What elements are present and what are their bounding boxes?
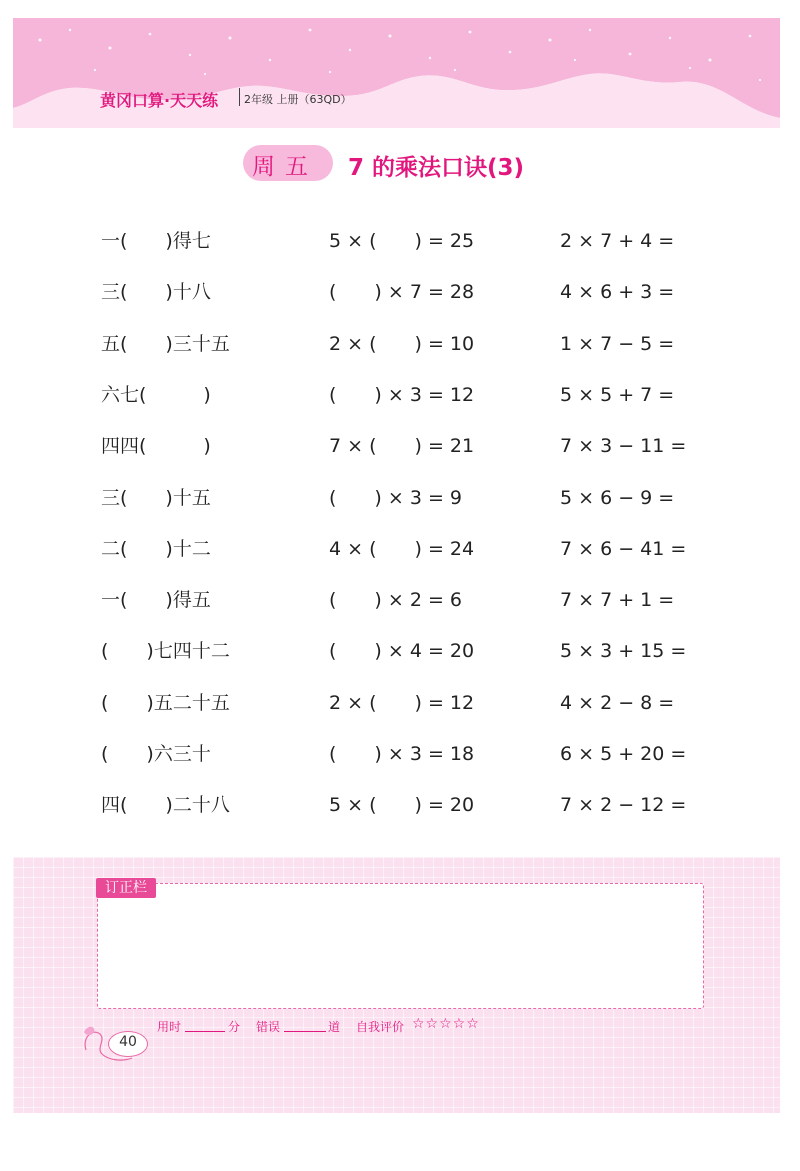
problem-2-3: 2 × ( ) = 10	[329, 333, 475, 355]
day-label: 周五	[252, 154, 318, 180]
problem-3-10: 4 × 2 − 8 =	[560, 692, 675, 714]
problem-2-6: ( ) × 3 = 9	[329, 487, 463, 509]
problem-2-9: ( ) × 4 = 20	[329, 640, 475, 662]
problem-3-4: 5 × 5 + 7 =	[560, 384, 675, 406]
problem-2-5: 7 × ( ) = 21	[329, 435, 475, 457]
problem-3-1: 2 × 7 + 4 =	[560, 230, 675, 252]
problem-2-12: 5 × ( ) = 20	[329, 794, 475, 816]
problem-2-8: ( ) × 2 = 6	[329, 589, 463, 611]
problem-3-8: 7 × 7 + 1 =	[560, 589, 675, 611]
header-divider	[239, 88, 240, 106]
problem-3-5: 7 × 3 − 11 =	[560, 435, 687, 457]
problem-2-10: 2 × ( ) = 12	[329, 692, 475, 714]
problem-2-7: 4 × ( ) = 24	[329, 538, 475, 560]
problem-1-4: 六七( )	[101, 384, 211, 406]
problem-2-1: 5 × ( ) = 25	[329, 230, 475, 252]
problem-3-6: 5 × 6 − 9 =	[560, 487, 675, 509]
minute-unit: 分	[228, 1020, 241, 1034]
brand-title: 黄冈口算·天天练	[100, 91, 219, 110]
time-label: 用时	[157, 1020, 182, 1034]
problem-3-3: 1 × 7 − 5 =	[560, 333, 675, 355]
problem-3-9: 5 × 3 + 15 =	[560, 640, 687, 662]
error-blank[interactable]	[284, 1031, 326, 1032]
problem-3-7: 7 × 6 − 41 =	[560, 538, 687, 560]
problem-1-6: 三( )十五	[101, 487, 211, 509]
self-eval-label: 自我评价	[356, 1020, 405, 1034]
rating-stars[interactable]: ☆☆☆☆☆	[412, 1016, 480, 1032]
problem-1-8: 一( )得五	[101, 589, 211, 611]
problem-3-12: 7 × 2 − 12 =	[560, 794, 687, 816]
problem-3-11: 6 × 5 + 20 =	[560, 743, 687, 765]
time-blank[interactable]	[185, 1031, 225, 1032]
error-unit: 道	[328, 1020, 341, 1034]
page-title: 7 的乘法口诀(3)	[348, 155, 525, 181]
problem-3-2: 4 × 6 + 3 =	[560, 281, 675, 303]
problem-1-11: ( )六三十	[101, 743, 211, 765]
problem-1-12: 四( )二十八	[101, 794, 230, 816]
problem-1-3: 五( )三十五	[101, 333, 230, 355]
correction-box[interactable]	[97, 883, 704, 1009]
page-header	[0, 0, 800, 140]
problem-1-7: 二( )十二	[101, 538, 211, 560]
problem-2-4: ( ) × 3 = 12	[329, 384, 475, 406]
problem-1-10: ( )五二十五	[101, 692, 230, 714]
problem-1-2: 三( )十八	[101, 281, 211, 303]
page-number: 40	[119, 1034, 137, 1050]
problem-2-11: ( ) × 3 = 18	[329, 743, 475, 765]
correction-label: 订正栏	[96, 878, 156, 898]
header-cloud-banner	[0, 0, 800, 140]
error-label: 错误	[256, 1020, 281, 1034]
problem-1-1: 一( )得七	[101, 230, 211, 252]
grade-label: 2年级 上册（63QD）	[244, 93, 352, 106]
problem-2-2: ( ) × 7 = 28	[329, 281, 475, 303]
problem-1-9: ( )七四十二	[101, 640, 230, 662]
problem-1-5: 四四( )	[101, 435, 211, 457]
